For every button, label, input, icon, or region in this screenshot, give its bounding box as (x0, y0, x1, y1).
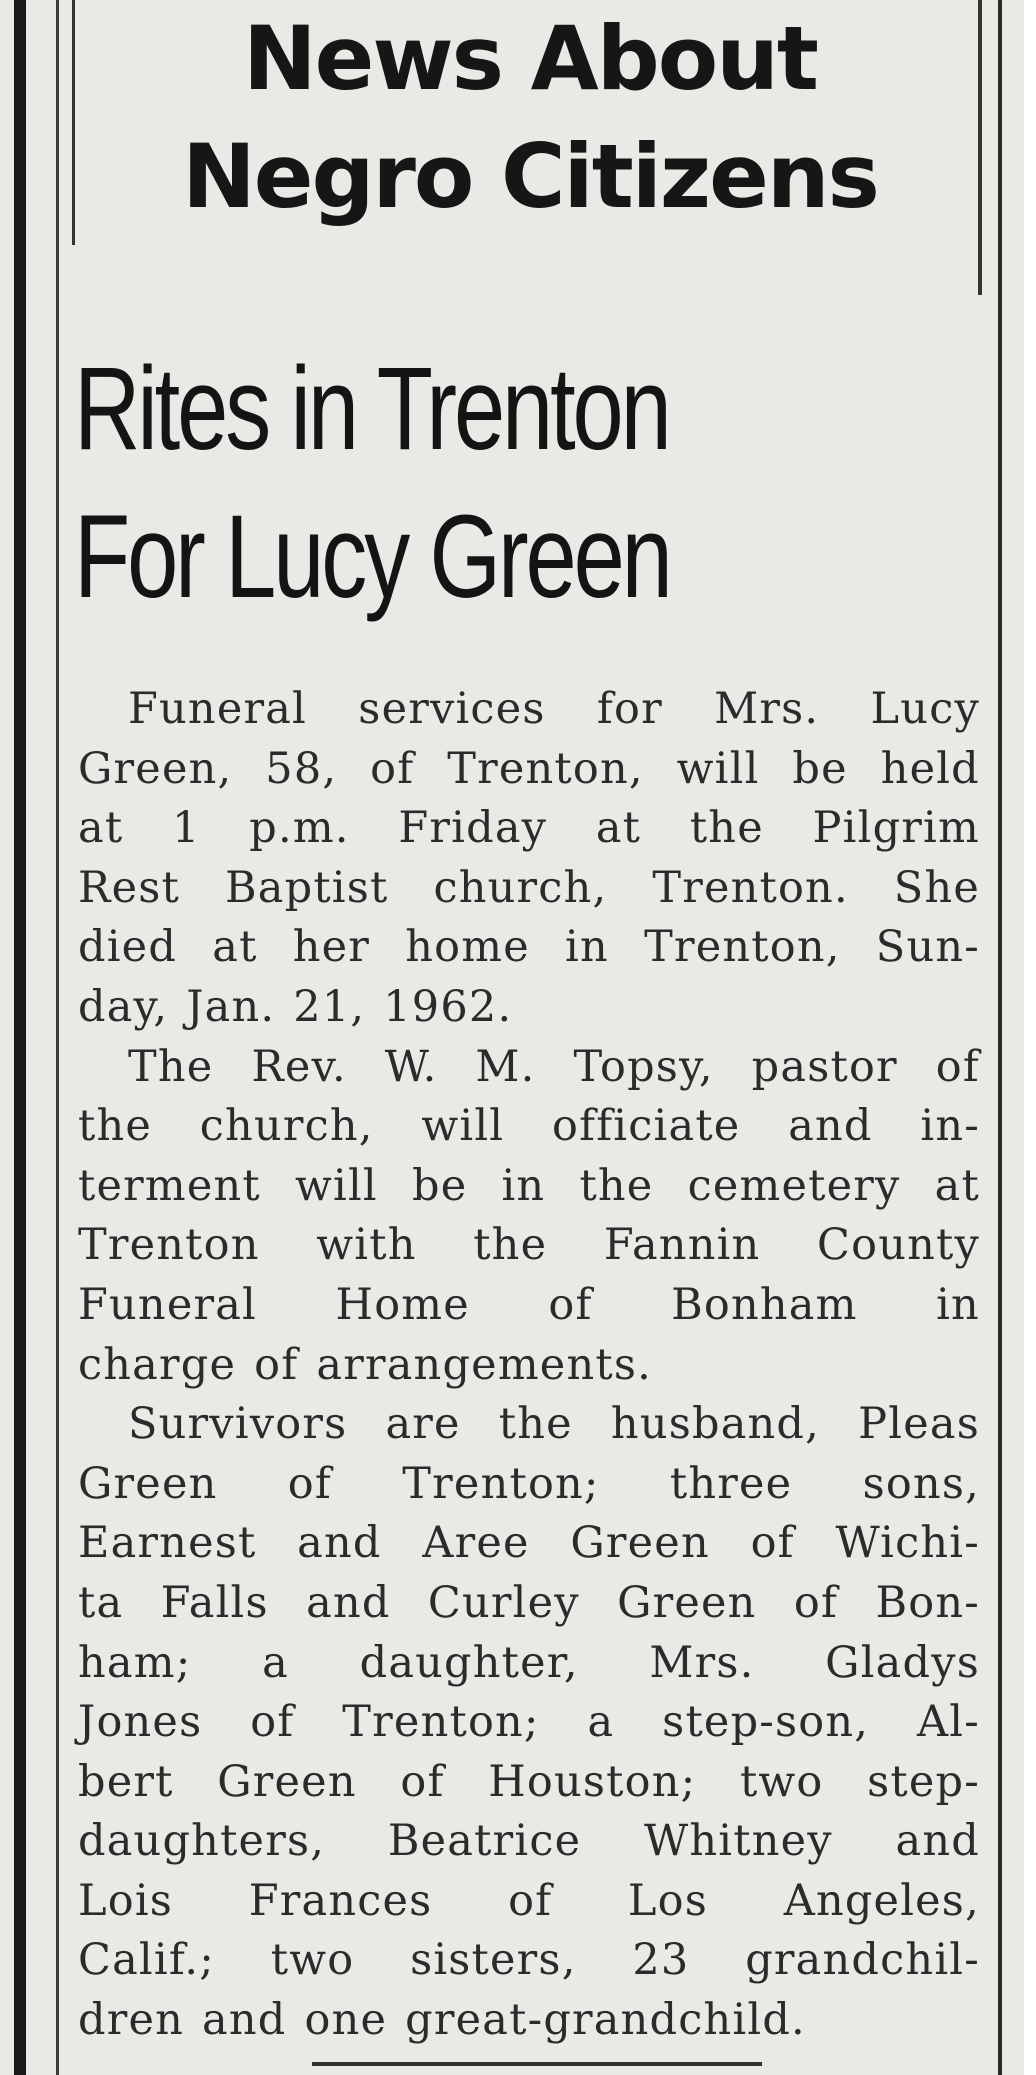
article-headline (74, 335, 776, 631)
section-kicker (90, 0, 970, 236)
article-body-line: The Rev. W. M. Topsy, pastor of (128, 1041, 980, 1092)
article-body-line: day, Jan. 21, 1962. (78, 981, 513, 1032)
right-column-rule (998, 0, 1002, 2075)
article-body-line: dren and one great-grandchild. (78, 1995, 806, 2046)
article-body-line: Rest Baptist church, Trenton. She (78, 862, 980, 913)
article-body-line: Lois Frances of Los Angeles, (78, 1875, 980, 1926)
article-body-line: Survivors are the husband, Pleas (128, 1399, 980, 1450)
right-margin (1024, 0, 1036, 2075)
article-body-line: Funeral services for Mrs. Lucy (128, 684, 980, 734)
article-body-line: Jones of Trenton; a step-son, Al- (78, 1697, 980, 1748)
article-body-line: ham; a daughter, Mrs. Gladys (78, 1637, 980, 1688)
article-body-line: at 1 p.m. Friday at the Pilgrim (78, 803, 980, 854)
kicker-line-1: News About (243, 7, 817, 110)
article-body-line: Green of Trenton; three sons, (78, 1458, 980, 1509)
kicker-box-right-rule (978, 0, 982, 295)
article-body-line: Earnest and Aree Green of Wichi- (78, 1518, 980, 1569)
article-body-line: bert Green of Houston; two step- (78, 1756, 980, 1807)
article-body-line: Green, 58, of Trenton, will be held (78, 743, 980, 794)
article-body-line: Trenton with the Fannin County (78, 1220, 980, 1271)
article-body-line: the church, will officiate and in- (78, 1101, 980, 1152)
article-body-line: Funeral Home of Bonham in (78, 1279, 980, 1330)
article-body-line: ta Falls and Curley Green of Bon- (78, 1577, 980, 1628)
article-body-line: died at her home in Trenton, Sun- (78, 922, 980, 973)
headline-line-2: For Lucy Green (74, 491, 670, 623)
left-inner-rule (56, 0, 59, 2075)
article-body-line: terment will be in the cemetery at (78, 1160, 980, 1211)
article-body-line: charge of arrangements. (78, 1339, 652, 1390)
kicker-line-2: Negro Citizens (182, 125, 878, 228)
headline-line-1: Rites in Trenton (74, 343, 669, 475)
end-of-article-rule (312, 2062, 762, 2066)
article-body (78, 680, 980, 2051)
kicker-box-left-rule (72, 0, 75, 245)
article-body-line: daughters, Beatrice Whitney and (78, 1816, 980, 1867)
article-body-line: Calif.; two sisters, 23 grandchil- (78, 1935, 980, 1986)
left-column-rule (14, 0, 26, 2075)
